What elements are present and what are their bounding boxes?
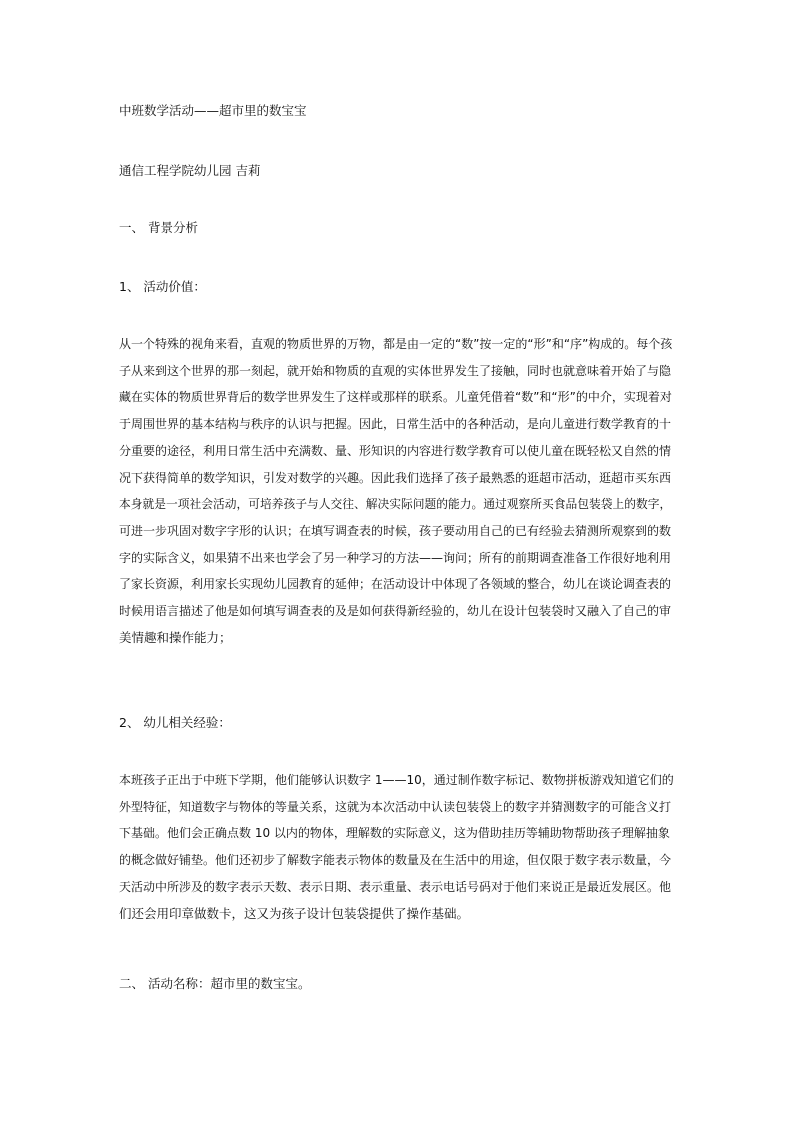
paragraph-line: 于周围世界的基本结构与秩序的认识与把握。因此，日常生活中的各种活动，是向儿童进行数学教育的十	[119, 417, 672, 432]
paragraph-activity-value	[119, 331, 675, 651]
paragraph-line: 况下获得简单的数学知识，引发对数学的兴趣。因此我们选择了孩子最熟悉的逛超市活动，逛超市买东西	[119, 470, 672, 485]
subheading-activity-value: 1、 活动价值：	[119, 279, 206, 294]
paragraph-line: 们还会用印章做数卡，这又为孩子设计包装袋提供了操作基础。	[119, 905, 470, 921]
section-heading-activity-name: 二、 活动名称：超市里的数宝宝。	[119, 976, 311, 991]
paragraph-line: 可进一步巩固对数字字形的认识；在填写调查表的时候，孩子要动用自己的已有经验去猜测所观察到的数	[119, 523, 672, 538]
paragraph-line: 的概念做好铺垫。他们还初步了解数字能表示物体的数量及在生活中的用途，但仅限于数字表示数量，今	[119, 853, 672, 868]
paragraph-line: 了家长资源，利用家长实现幼儿园教育的延伸；在活动设计中体现了各领域的整合，幼儿在谈论调查表的	[119, 577, 672, 592]
paragraph-line: 藏在实体的物质世界背后的数学世界发生了这样或那样的联系。儿童凭借着“数”和“形”的中介，实现着对	[119, 390, 672, 405]
paragraph-line: 子从来到这个世界的那一刻起，就开始和物质的直观的实体世界发生了接触，同时也就意味着开始了与隐	[119, 363, 672, 378]
author-line: 通信工程学院幼儿园 吉莉	[119, 163, 261, 178]
paragraph-line: 美情趣和操作能力；	[119, 629, 232, 645]
paragraph-line: 外型特征，知道数字与物体的等量关系，这就为本次活动中认读包装袋上的数字并猜测数字的可能含义打	[119, 799, 672, 814]
subheading-prior-experience: 2、 幼儿相关经验：	[119, 715, 231, 730]
paragraph-line: 分重要的途径，利用日常生活中充满数、量、形知识的内容进行数学教育可以使儿童在既轻松又自然的情	[119, 443, 672, 458]
paragraph-line: 字的实际含义，如果猜不出来也学会了另一种学习的方法——询问；所有的前期调查准备工作很好地利用	[119, 550, 672, 565]
paragraph-line: 本班孩子正出于中班下学期，他们能够认识数字 1——10，通过制作数字标记、数物拼板游戏知道它们的	[119, 773, 674, 787]
paragraph-prior-experience	[119, 767, 675, 927]
section-heading-background: 一、 背景分析	[119, 220, 198, 235]
paragraph-line: 下基础。他们会正确点数 10 以内的物体，理解数的实际意义，这为借助挂历等辅助物帮助孩子理解抽象	[119, 826, 670, 841]
paragraph-line: 天活动中所涉及的数字表示天数、表示日期、表示重量、表示电话号码对于他们来说正是最近发展区。他	[119, 879, 672, 894]
document-title: 中班数学活动——超市里的数宝宝	[119, 103, 307, 118]
paragraph-line: 时候用语言描述了他是如何填写调查表的及是如何获得新经验的，幼儿在设计包装袋时又融入了自己的审	[119, 604, 672, 619]
paragraph-line: 本身就是一项社会活动，可培养孩子与人交往、解决实际问题的能力。通过观察所买食品包装袋上的数字，	[119, 497, 672, 512]
paragraph-line: 从一个特殊的视角来看，直观的物质世界的万物，都是由一定的“数”按一定的“形”和“序”构成的。每个孩	[119, 337, 673, 351]
